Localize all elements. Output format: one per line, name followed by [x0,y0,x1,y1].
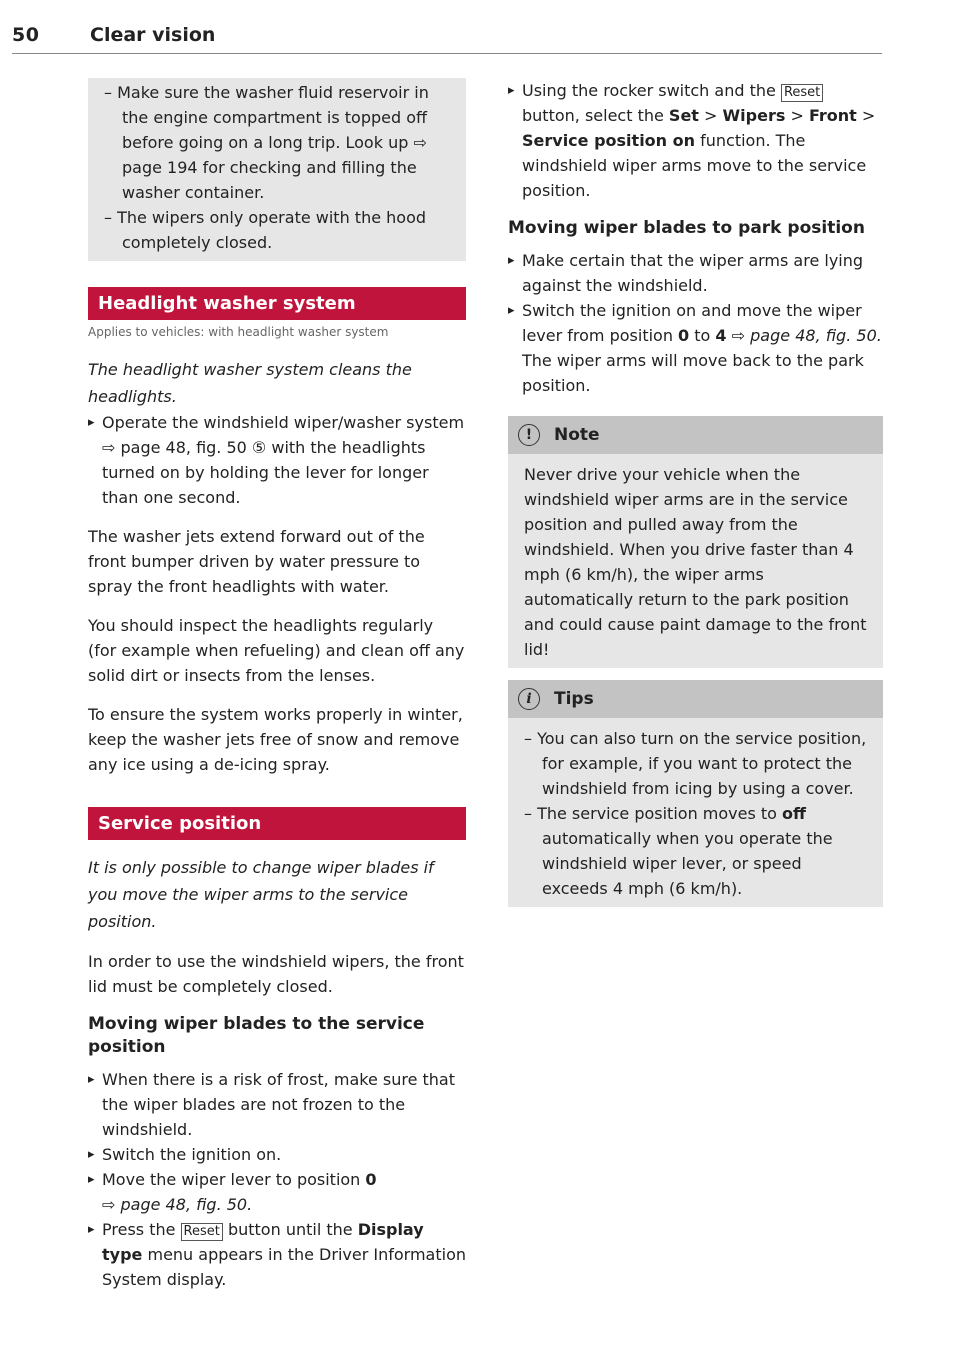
tips-title: Tips [554,688,594,709]
tips-body [508,718,883,907]
note-title: Note [554,424,600,445]
headlight-step: ▸ Operate the windshield wiper/washer system ⇨ page 48, fig. 50 ⑤ with the headlights turned on by holding the lever for longer than one second. [88,410,466,510]
tip-item: – The service position moves to off automatically when you operate the windshield wiper lever, or speed exceeds 4 mph (6 km/h). [524,804,833,898]
reset-key: Reset [181,1223,223,1241]
step-item: ▸ Switch the ignition on. [88,1142,466,1167]
step-item: ▸ Press the Reset button until the Display type menu appears in the Driver Information System display. [88,1217,466,1292]
step-item: ▸ Make certain that the wiper arms are lying against the windshield. [508,248,883,298]
service-intro: It is only possible to change wiper blades if you move the wiper arms to the service position. [88,858,434,931]
note-text: Never drive your vehicle when the windshield wiper arms are in the service position and pulled away from the windshield. When you drive faster than 4 mph (6 km/h), the wiper arms automatically return to the park position and could cause paint damage to the front lid! [524,465,867,659]
headlight-washer-heading: Headlight washer system [88,287,466,320]
fluid-reminder-box [88,78,466,261]
step-item: ▸ Using the rocker switch and the Reset button, select the Set > Wipers > Front > Service position on function. The windshield wiper arms move to the service position. [508,78,883,203]
page-number: 50 [12,24,40,46]
reminder-item: – The wipers only operate with the hood completely closed. [104,208,427,252]
paragraph: The washer jets extend forward out of the front bumper driven by water pressure to spray the front headlights with water. [88,527,425,596]
header-rule [12,53,882,54]
paragraph: In order to use the windshield wipers, the front lid must be completely closed. [88,952,464,996]
tip-item: – You can also turn on the service position, for example, if you want to protect the windshield from icing by using a cover. [524,729,867,798]
warning-icon: ! [518,424,540,446]
paragraph: To ensure the system works properly in winter, keep the washer jets free of snow and remove any ice using a de-icing spray. [88,705,463,774]
headlight-intro: The headlight washer system cleans the headlights. [88,360,412,406]
subheading-service: Moving wiper blades to the service position [88,1014,425,1057]
note-header [508,416,883,454]
subheading-park: Moving wiper blades to park position [508,218,865,238]
section-title: Clear vision [90,24,216,46]
info-icon: i [518,688,540,710]
reminder-item: – Make sure the washer fluid reservoir in the engine compartment is topped off before going on a long trip. Look up ⇨ page 194 for checking and filling the washer container. [104,83,429,202]
step-item: ▸ When there is a risk of frost, make sure that the wiper blades are not frozen to the windshield. [88,1067,466,1142]
reset-key: Reset [781,84,823,102]
note-box [508,416,883,668]
left-column [88,78,466,1292]
right-column [508,78,883,907]
service-position-heading: Service position [88,807,466,840]
step-item: ▸ Switch the ignition on and move the wiper lever from position 0 to 4 ⇨ page 48, fig. 50. The wiper arms will move back to the park position. [508,298,883,398]
tips-header [508,680,883,718]
tips-box [508,680,883,907]
applies-to: Applies to vehicles: with headlight washer system [88,325,389,339]
paragraph: You should inspect the headlights regularly (for example when refueling) and clean off any solid dirt or insects from the lenses. [88,616,465,685]
step-item: ▸ Move the wiper lever to position 0 ⇨ page 48, fig. 50. [88,1167,466,1217]
